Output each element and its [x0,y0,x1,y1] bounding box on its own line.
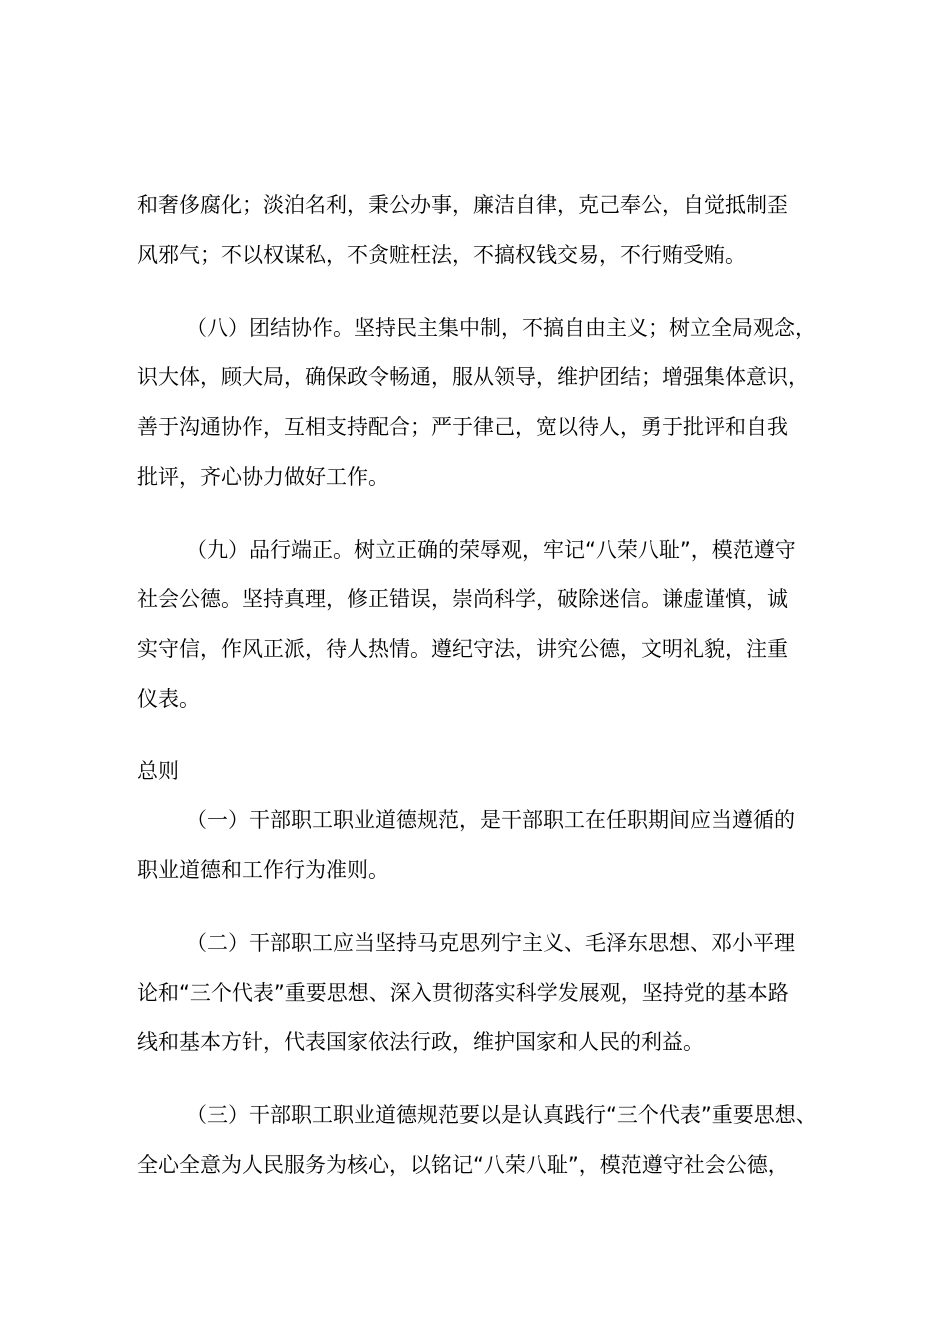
paragraph-eight-heading-line: （八）团结协作。坚持民主集中制，不搞自由主义；树立全局观念， [186,316,816,340]
text-line: 仪表。 [137,687,200,711]
article-two-line: （二）干部职工应当坚持马克思列宁主义、毛泽东思想、邓小平理 [186,931,795,955]
text-line: 和奢侈腐化；淡泊名利，秉公办事，廉洁自律，克己奉公，自觉抵制歪 [137,193,788,217]
text-line: 线和基本方针，代表国家依法行政，维护国家和人民的利益。 [137,1030,704,1054]
text-line: 风邪气；不以权谋私，不贪赃枉法，不搞权钱交易，不行贿受贿。 [137,243,746,267]
text-line: 批评，齐心协力做好工作。 [137,465,389,489]
text-line: 社会公德。坚持真理，修正错误，崇尚科学，破除迷信。谦虚谨慎，诚 [137,587,788,611]
article-one-line: （一）干部职工职业道德规范，是干部职工在任职期间应当遵循的 [186,808,795,832]
text-line: 实守信，作风正派，待人热情。遵纪守法，讲究公德，文明礼貌，注重 [137,637,788,661]
text-line: 论和“三个代表”重要思想、深入贯彻落实科学发展观，坚持党的基本路 [137,981,789,1005]
text-line: 识大体，顾大局，确保政令畅通，服从领导，维护团结；增强集体意识， [137,365,809,389]
text-line: 善于沟通协作，互相支持配合；严于律己，宽以待人，勇于批评和自我 [137,415,788,439]
paragraph-nine-heading-line: （九）品行端正。树立正确的荣辱观，牢记“八荣八耻”，模范遵守 [186,538,796,562]
section-heading: 总则 [137,759,179,783]
article-three-line: （三）干部职工职业道德规范要以是认真践行“三个代表”重要思想、 [186,1103,817,1127]
text-line: 全心全意为人民服务为核心，以铭记“八荣八耻”，模范遵守社会公德， [137,1153,789,1177]
text-line: 职业道德和工作行为准则。 [137,858,389,882]
